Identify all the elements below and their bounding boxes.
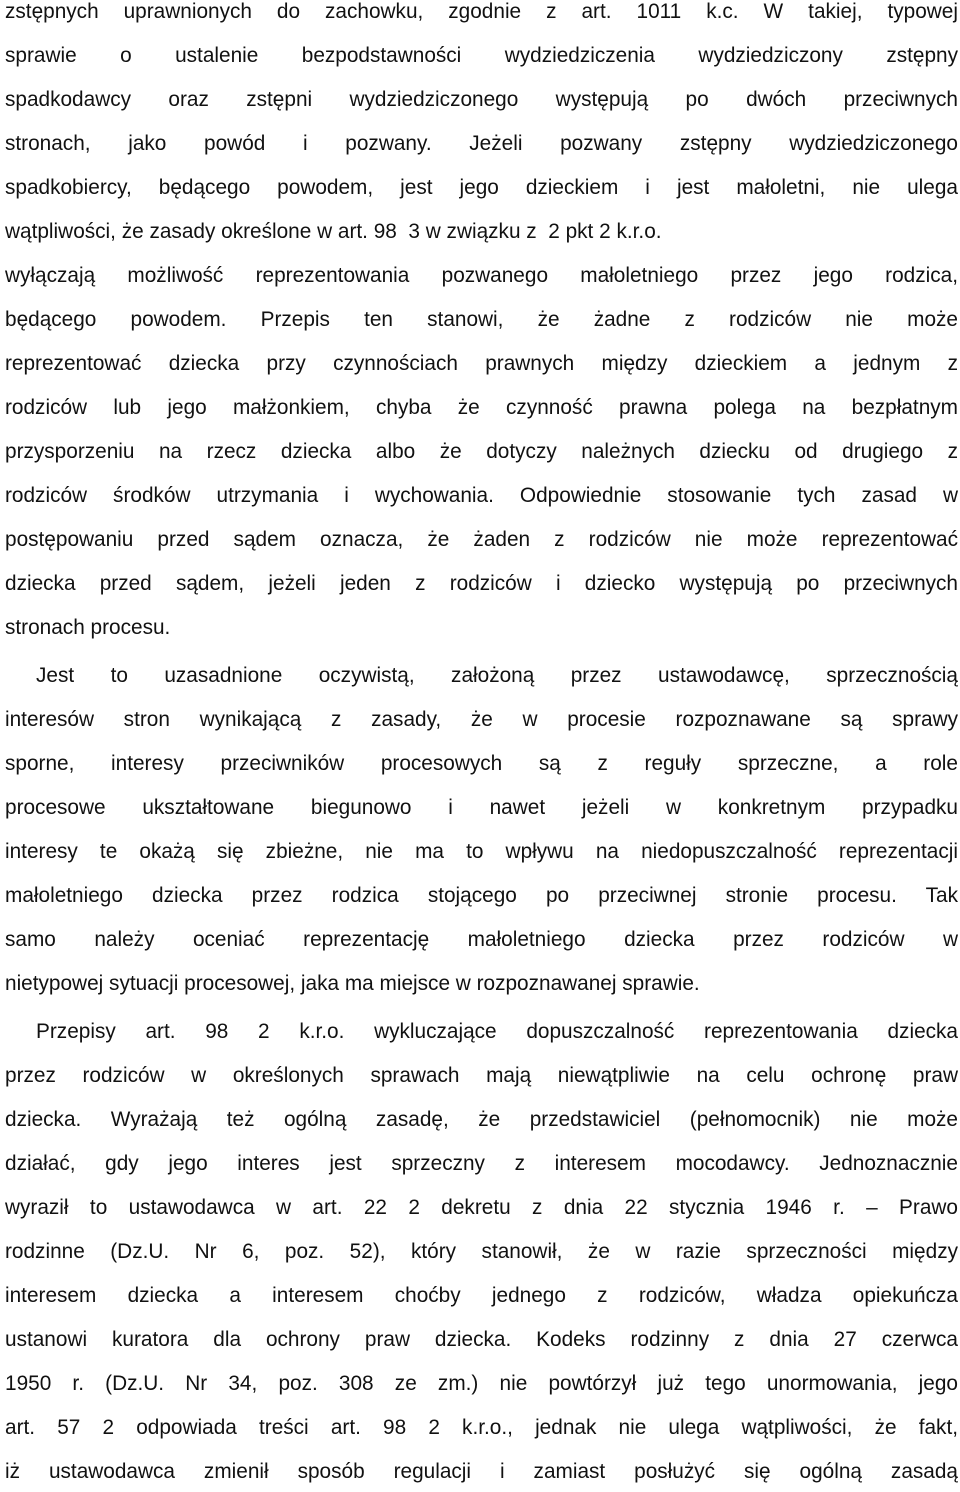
text-line: będącego powodem. Przepis ten stanowi, że żadne z rodziców nie może: [5, 308, 958, 331]
text-line: samo należy oceniać reprezentację małoletniego dziecka przez rodziców w: [5, 928, 958, 951]
text-line: sprawie o ustalenie bezpodstawności wydziedziczenia wydziedziczony zstępny: [5, 44, 958, 67]
text-line: interesem dziecka a interesem choćby jednego z rodziców, władza opiekuńcza: [5, 1284, 958, 1307]
text-line: małoletniego dziecka przez rodzica stojącego po przeciwnej stronie procesu. Tak: [5, 884, 958, 907]
text-line: iż ustawodawca zmienił sposób regulacji i zamiast posłużyć się ogólną zasadą: [5, 1460, 958, 1483]
text-line: rodziców lub jego małżonkiem, chyba że czynność prawna polega na bezpłatnym: [5, 396, 958, 419]
text-line: zstępnych uprawnionych do zachowku, zgodnie z art. 1011 k.c. W takiej, typowej: [5, 0, 958, 23]
text-line: stronach procesu.: [5, 616, 171, 639]
text-line: postępowaniu przed sądem oznacza, że żaden z rodziców nie może reprezentować: [5, 528, 958, 551]
text-line: ustanowi kuratora dla ochrony praw dziecka. Kodeks rodzinny z dnia 27 czerwca: [5, 1328, 958, 1351]
text-line: art. 57 2 odpowiada treści art. 98 2 k.r.o., jednak nie ulega wątpliwości, że fakt,: [5, 1416, 958, 1439]
text-line: interesy te okażą się zbieżne, nie ma to wpływu na niedopuszczalność reprezentacji: [5, 840, 958, 863]
text-line: przysporzeniu na rzecz dziecka albo że dotyczy należnych dziecku od drugiego z: [5, 440, 958, 463]
text-line: przez rodziców w określonych sprawach mają niewątpliwie na celu ochronę praw: [5, 1064, 958, 1087]
text-line: wątpliwości, że zasady określone w art. 98 3 w związku z 2 pkt 2 k.r.o.: [5, 220, 662, 243]
text-line: Przepisy art. 98 2 k.r.o. wykluczające dopuszczalność reprezentowania dziecka: [36, 1020, 958, 1043]
text-line: rodziców środków utrzymania i wychowania. Odpowiednie stosowanie tych zasad w: [5, 484, 958, 507]
text-line: dziecka. Wyrażają też ogólną zasadę, że przedstawiciel (pełnomocnik) nie może: [5, 1108, 958, 1131]
text-line: stronach, jako powód i pozwany. Jeżeli pozwany zstępny wydziedziczonego: [5, 132, 958, 155]
text-line: wyraził to ustawodawca w art. 22 2 dekretu z dnia 22 stycznia 1946 r. – Prawo: [5, 1196, 958, 1219]
text-line: sporne, interesy przeciwników procesowych są z reguły sprzeczne, a role: [5, 752, 958, 775]
text-line: dziecka przed sądem, jeżeli jeden z rodziców i dziecko występują po przeciwnych: [5, 572, 958, 595]
text-line: wyłączają możliwość reprezentowania pozwanego małoletniego przez jego rodzica,: [5, 264, 958, 287]
text-line: interesów stron wynikającą z zasady, że w procesie rozpoznawane są sprawy: [5, 708, 958, 731]
text-line: rodzinne (Dz.U. Nr 6, poz. 52), który stanowił, że w razie sprzeczności między: [5, 1240, 958, 1263]
text-line: 1950 r. (Dz.U. Nr 34, poz. 308 ze zm.) nie powtórzył już tego unormowania, jego: [5, 1372, 958, 1395]
text-line: procesowe ukształtowane biegunowo i nawet jeżeli w konkretnym przypadku: [5, 796, 958, 819]
text-line: działać, gdy jego interes jest sprzeczny z interesem mocodawcy. Jednoznacznie: [5, 1152, 958, 1175]
text-line: spadkodawcy oraz zstępni wydziedziczonego występują po dwóch przeciwnych: [5, 88, 958, 111]
text-line: reprezentować dziecka przy czynnościach prawnych między dzieckiem a jednym z: [5, 352, 958, 375]
text-line: nietypowej sytuacji procesowej, jaka ma miejsce w rozpoznawanej sprawie.: [5, 972, 700, 995]
text-line: Jest to uzasadnione oczywistą, założoną przez ustawodawcę, sprzecznością: [36, 664, 958, 687]
text-line: spadkobiercy, będącego powodem, jest jego dzieckiem i jest małoletni, nie ulega: [5, 176, 958, 199]
